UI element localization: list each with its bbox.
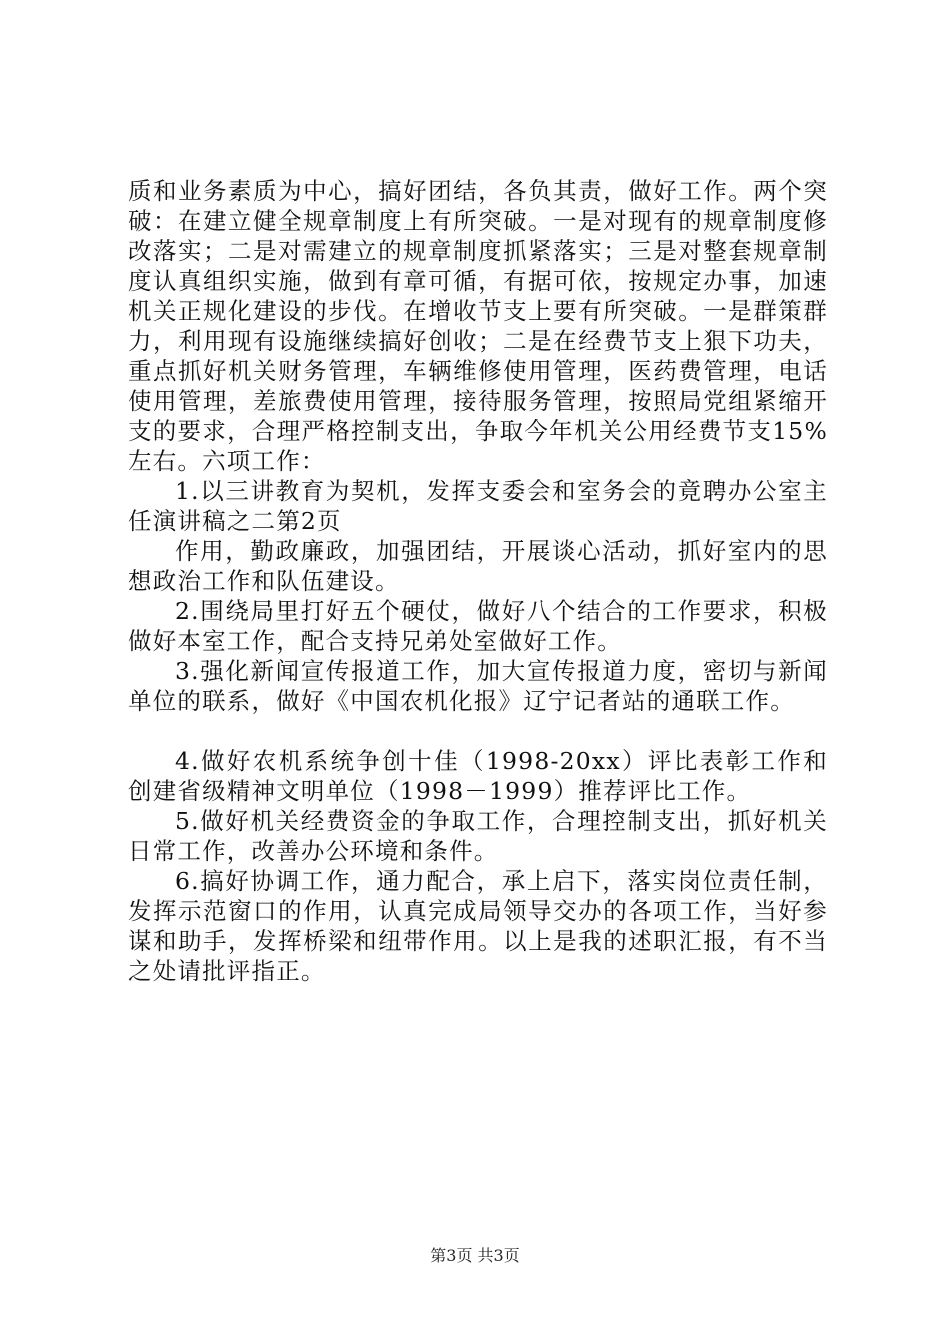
paragraph-item-4: 4.做好农机系统争创十佳（1998-20xx）评比表彰工作和创建省级精神文明单位（1998－1999）推荐评比工作。 — [128, 747, 828, 805]
paragraph-item-1-continued: 作用，勤政廉政，加强团结，开展谈心活动，抓好室内的思想政治工作和队伍建设。 — [128, 537, 828, 595]
paragraph-item-6: 6.搞好协调工作，通力配合，承上启下，落实岗位责任制，发挥示范窗口的作用，认真完成局领导交办的各项工作，当好参谋和助手，发挥桥梁和纽带作用。以上是我的述职汇报，有不当之处请批评指正。 — [128, 867, 828, 985]
paragraph-continuation: 质和业务素质为中心，搞好团结，各负其责，做好工作。两个突破：在建立健全规章制度上有所突破。一是对现有的规章制度修改落实；二是对需建立的规章制度抓紧落实；三是对整套规章制度认真组织实施，做到有章可循，有据可依，按规定办事，加速机关正规化建设的步伐。在增收节支上要有所突破。一是群策群力，利用现有设施继续搞好创收；二是在经费节支上狠下功夫，重点抓好机关财务管理，车辆维修使用管理，医药费管理，电话使用管理，差旅费使用管理，接待服务管理，按照局党组紧缩开支的要求，合理严格控制支出，争取今年机关公用经费节支15%左右。六项工作： — [128, 177, 828, 475]
paragraph-spacer — [128, 716, 828, 746]
paragraph-item-2: 2.围绕局里打好五个硬仗，做好八个结合的工作要求，积极做好本室工作，配合支持兄弟处室做好工作。 — [128, 597, 828, 655]
paragraph-item-1: 1.以三讲教育为契机，发挥支委会和室务会的竟聘办公室主任演讲稿之二第2页 — [128, 477, 828, 535]
paragraph-item-3: 3.强化新闻宣传报道工作，加大宣传报道力度，密切与新闻单位的联系，做好《中国农机化报》辽宁记者站的通联工作。 — [128, 657, 828, 715]
paragraph-item-5: 5.做好机关经费资金的争取工作，合理控制支出，抓好机关日常工作，改善办公环境和条件。 — [128, 807, 828, 865]
body-text — [128, 176, 828, 986]
page-number-footer: 第3页 共3页 — [430, 1246, 520, 1265]
